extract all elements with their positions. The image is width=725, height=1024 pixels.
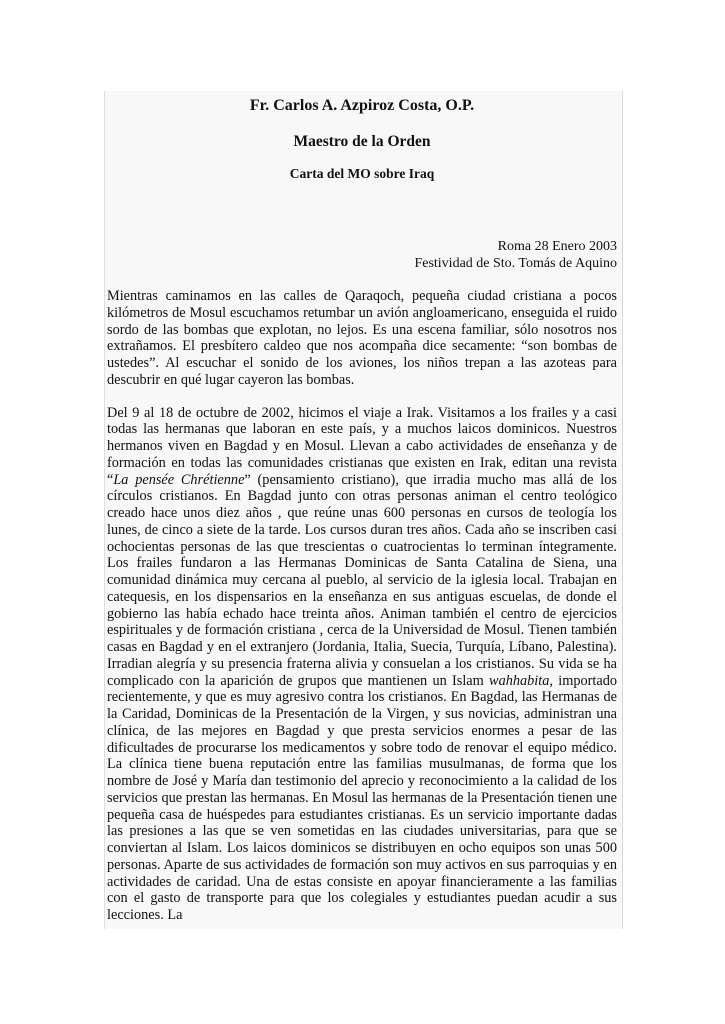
document-page	[104, 91, 623, 929]
subject-heading: Carta del MO sobre Iraq	[289, 166, 435, 181]
author-heading: Fr. Carlos A. Azpiroz Costa, O.P.	[249, 97, 475, 114]
feast-line: Festividad de Sto. Tomás de Aquino	[414, 256, 617, 271]
paragraph-2-part-2: ” (pensamiento cristiano), que irradia mucho mas allá de los círculos cristianos. En Bagdad junto con otras personas animan el centro teológico creado hace unos diez años , que reúne unas 600 personas en cursos de teología los lunes, de cinco a siete de la tarde. Los cursos duran tres años. Cada año se inscriben casi ochocientas personas de las que trescientas o cuatrocientas lo terminan íntegramente. Los frailes fundaron a las Hermanas Dominicas de Santa Catalina de Siena, una comunidad dinámica muy cercana al pueblo, al servicio de la iglesia local. Trabajan en catequesis, en los dispensarios en la enseñanza en sus antiguas escuelas, de donde el gobierno las había echado hace treinta años. Animan también el centro de ejercicios espirituales y de formación cristiana , cerca de la Universidad de Mosul. Tienen también casas en Bagdad y en el extranjero (Jordania, Italia, Suecia, Turquía, Líbano, Palestina). Irradian alegría y su presencia fraterna alivia y consuelan a los cristianos. Su vida se ha complicado con la aparición de grupos que mantienen un Islam	[107, 471, 617, 689]
islam-term: wahhabita,	[489, 672, 553, 689]
paragraph-1: Mientras caminamos en las calles de Qaraqoch, pequeña ciudad cristiana a pocos kilómetros de Mosul escuchamos retumbar un avión angloamericano, enseguida el ruido sordo de las bombas que explotan, no lejos. Es una escena familiar, sólo nosotros nos extrañamos. El presbítero caldeo que nos acompaña dice secamente: “son bombas de ustedes”. Al escuchar el sonido de los aviones, los niños trepan a las azoteas para descubrir en qué lugar cayeron las bombas.	[107, 288, 617, 388]
paragraph-2-part-1: Del 9 al 18 de octubre de 2002, hicimos el viaje a Irak. Visitamos a los frailes y a casi todas las hermanas que laboran en este país, y a muchos laicos dominicos. Nuestros hermanos viven en Bagdad y en Mosul. Llevan a cabo actividades de enseñanza y de formación en todas las comunidades cristianas que existen en Irak, editan una revista “	[107, 404, 617, 488]
place-date: Roma 28 Enero 2003	[497, 239, 617, 254]
paragraph-2-part-3: importado recientemente, y que es muy agresivo contra los cristianos. En Bagdad, las Hermanas de la Caridad, Dominicas de la Presentación de la Virgen, y sus novicias, administran una clínica, de las mejores en Bagdad y que presta servicios enormes a pesar de las dificultades de procurarse los medicamentos y sobre todo de renovar el equipo médico. La clínica tiene buena reputación entre las familias musulmanas, de forma que los nombre de José y María dan testimonio del aprecio y reconocimiento a la calidad de los servicios que prestan las hermanas. En Mosul las hermanas de la Presentación tienen une pequeña casa de huéspedes para estudiantes cristianas. Es un servicio importante dadas las presiones a las que se ven sometidas en las ciudades universitarias, para que se conviertan al Islam. Los laicos dominicos se distribuyen en ocho equipos son unas 500 personas. Aparte de sus actividades de formación son muy activos en sus parroquias y en actividades de caridad. Una de estas consiste en apoyar financieramente a las familias con el gasto de transporte para que los colegiales y estudiantes puedan acudir a sus lecciones. La	[107, 672, 618, 923]
journal-title: La pensée Chrétienne	[113, 471, 245, 488]
paragraph-2	[107, 405, 617, 924]
dateline	[107, 238, 617, 272]
role-heading: Maestro de la Orden	[293, 133, 431, 150]
document-body	[107, 97, 617, 924]
